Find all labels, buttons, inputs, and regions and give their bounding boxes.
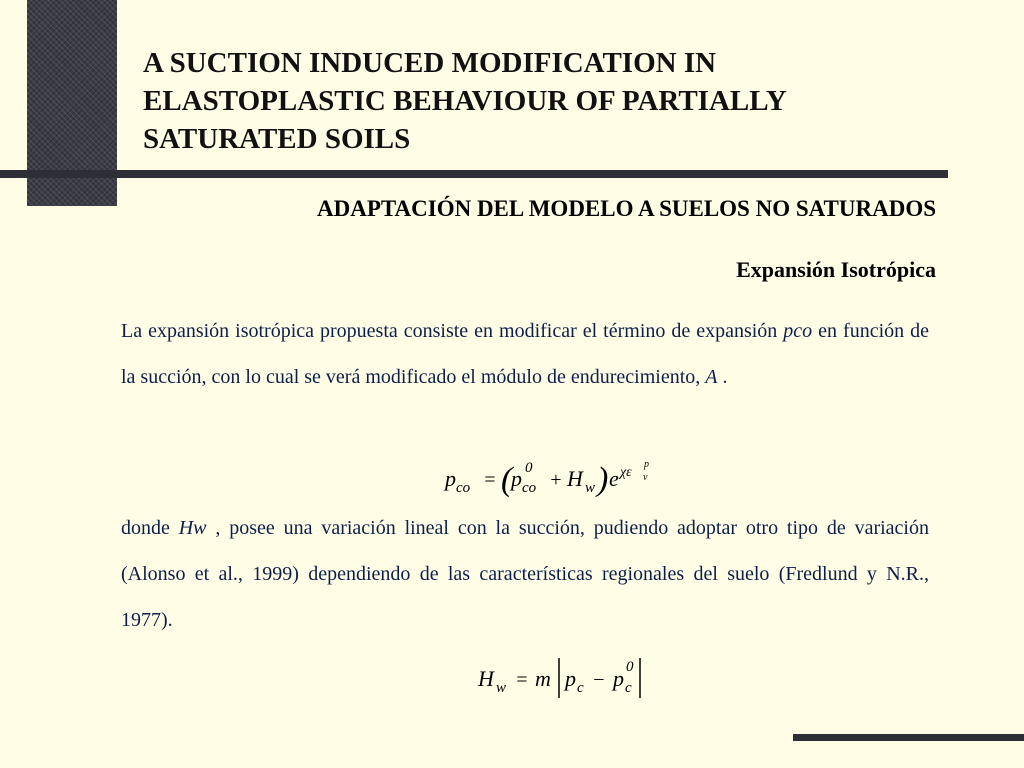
paragraph-1-text-a: La expansión isotrópica propuesta consiste en modificar el término de expansión: [121, 320, 784, 342]
eq2-H: H: [478, 666, 494, 691]
eq1-lhs-p: p: [445, 466, 456, 491]
eq1-close-paren: ): [597, 461, 609, 498]
eq1-exponent: χε: [620, 465, 632, 480]
eq2-pc-sub: c: [577, 680, 584, 696]
paragraph-2-text-b: , posee una variación lineal con la succión, pudiendo adoptar otro tipo de variación (Alonso et al., 1999) dependiendo de las características regionales del suelo (Fredlund y N.R., 1977).: [121, 517, 929, 631]
variable-pco: pco: [783, 320, 813, 342]
slide-title: [143, 44, 943, 158]
variable-Hw: Hw: [178, 517, 207, 539]
eq1-p0-sub: co: [522, 480, 537, 496]
eq1-p0-sup: 0: [525, 460, 533, 476]
eq2-pc0-sup: 0: [626, 659, 634, 675]
variable-A: A: [705, 366, 718, 388]
paragraph-1: [121, 308, 929, 400]
equation-hw: [478, 654, 678, 704]
eq2-pc: p: [565, 666, 576, 691]
section-heading: Expansión Isotrópica: [736, 257, 936, 282]
paragraph-2-text-a: donde: [121, 517, 179, 539]
eq1-equals: =: [483, 469, 497, 491]
paragraph-2: [121, 505, 929, 643]
eq1-H-sub: w: [585, 480, 596, 496]
eq1-plus: +: [549, 469, 563, 491]
eq2-m: m: [535, 666, 551, 691]
slide-title-line-2: ELASTOPLASTIC BEHAVIOUR OF PARTIALLY: [143, 85, 787, 117]
eq2-H-sub: w: [496, 680, 507, 696]
eq1-p0: p: [511, 466, 522, 491]
equation-pco: [445, 450, 675, 500]
eq1-H: H: [567, 466, 583, 491]
eq2-pc0-sub: c: [625, 680, 632, 696]
eq1-e: e: [609, 466, 619, 491]
eq1-lhs-sub: co: [456, 480, 471, 496]
slide-title-line-3: SATURATED SOILS: [143, 123, 411, 155]
eq1-exponent-sub: v: [643, 472, 648, 483]
title-divider: [0, 170, 948, 178]
footer-divider: [793, 734, 1024, 741]
eq1-exponent-sup: p: [644, 459, 649, 470]
paragraph-1-text-c: .: [717, 366, 728, 388]
paragraph-1-text-b: en función de la succión, con lo cual se verá modificado el módulo de endurecimiento,: [121, 320, 929, 388]
eq2-pc0: p: [613, 666, 624, 691]
eq2-minus: −: [592, 669, 606, 691]
eq2-equals: =: [515, 669, 529, 691]
slide-subtitle: ADAPTACIÓN DEL MODELO A SUELOS NO SATURADOS: [317, 196, 936, 221]
slide-title-line-1: A SUCTION INDUCED MODIFICATION IN: [143, 47, 717, 79]
eq1-open-paren: (: [501, 461, 513, 498]
